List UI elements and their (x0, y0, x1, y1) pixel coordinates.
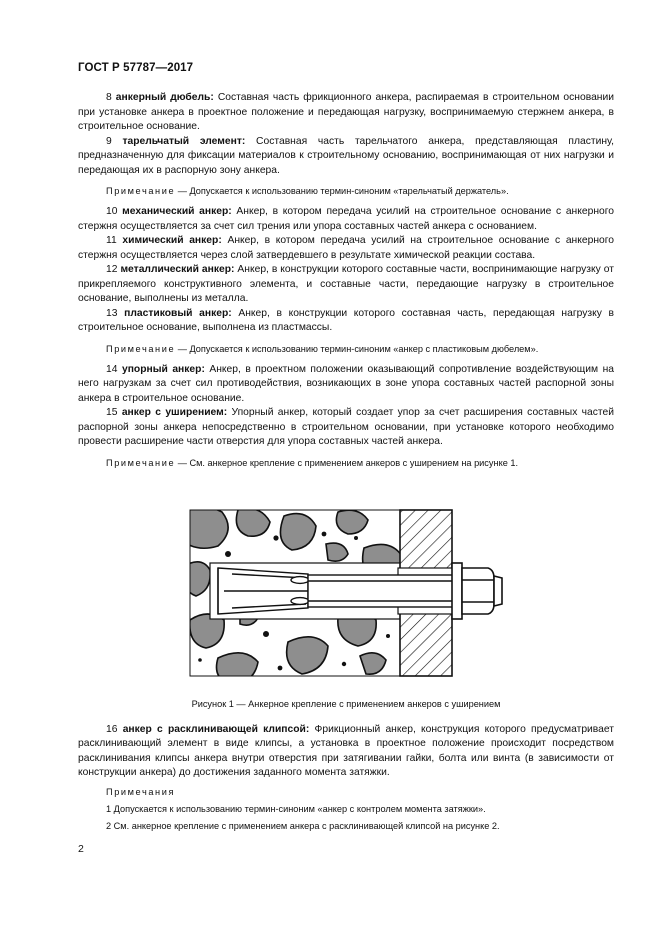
term-8: 8 анкерный дюбель: Составная часть фрикционного анкера, распираемая в строительном основании при установке анкера в проектное положение и передающая нагрузку, воспринимаемую стержнем анкера, в строительное основание. (78, 92, 614, 132)
note-term-13: Примечание — Допускается к использованию термин-синоним «анкер с пластиковым дюбелем». (106, 343, 539, 354)
term-13: 13 пластиковый анкер: Анкер, в конструкции которого составная часть, передающая нагрузку в строительное основание, выполнена из пластмассы. (78, 307, 614, 333)
anchor-sleeve (218, 568, 309, 614)
figure-caption: Рисунок 1 — Анкерное крепление с применением анкеров с уширением (191, 698, 501, 709)
washer (452, 563, 462, 619)
note-term-9: Примечание — Допускается к использованию термин-синоним «тарельчатый держатель». (106, 186, 509, 196)
note-term-15: Примечание — См. анкерное крепление с применением анкеров с уширением на рисунке 1. (106, 457, 519, 468)
figure-1-anchor-drawing (188, 508, 508, 680)
document-header: ГОСТ Р 57787—2017 (78, 62, 194, 74)
nut (462, 568, 502, 614)
notes-heading: Примечания (106, 786, 176, 797)
page-number: 2 (78, 843, 84, 855)
term-14: 14 упорный анкер: Анкер, в проектном положении оказывающий сопротивление воздействующим на него нагрузкам за счет сил противодействия, возникающих в зоне упора составных частей распорной зоны анкера в строительное основание. (78, 363, 614, 404)
term-16: 16 анкер с расклинивающей клипсой: Фрикционный анкер, конструкция которого предусматривает расклинивающий элемент в виде клипсы, а установка в проектное положение происходит посредством расклинивания клипсы анкера внутри отверстия при затягивании гайки, болта или винта (в зависимости от конструкции анкера) до достижения заданного момента затяжки. (78, 723, 614, 778)
term-12: 12 металлический анкер: Анкер, в конструкции которого составные части, воспринимающие нагрузку от прикрепляемого конструктивного элемента, и составные части, передающие нагрузку в строительное основание, выполнены из металла. (78, 264, 614, 304)
term-9: 9 тарельчатый элемент: Составная часть тарельчатого анкера, представляющая пластину, предназначенную для фиксации материалов к строительному основанию, воспринимающая от них нагрузки и передающая их в распорную зону анкера. (78, 135, 614, 176)
term-10: 10 механический анкер: Анкер, в котором передача усилий на строительное основание с анкерного стержня осуществляется за счет сил трения или упора составных частей анкера с основанием. (78, 206, 614, 232)
term-15: 15 анкер с уширением: Упорный анкер, который создает упор за счет расширения составных частей распорной зоны анкера непосредственно в строительном основании, при установке которого необходимо провести расширение части отверстия для упора составных частей анкера. (78, 407, 615, 447)
note-16-2: 2 См. анкерное крепление с применением анкера с расклинивающей клипсой на рисунке 2. (106, 820, 500, 831)
note-16-1: 1 Допускается к использованию термин-синоним «анкер с контролем момента затяжки». (106, 803, 486, 814)
term-11: 11 химический анкер: Анкер, в котором передача усилий на строительное основание с анкерного стержня осуществляется через слой затвердевшего в результате химической реакции состава. (78, 235, 614, 261)
document-body (78, 91, 614, 833)
anchor-bolt (308, 575, 466, 607)
